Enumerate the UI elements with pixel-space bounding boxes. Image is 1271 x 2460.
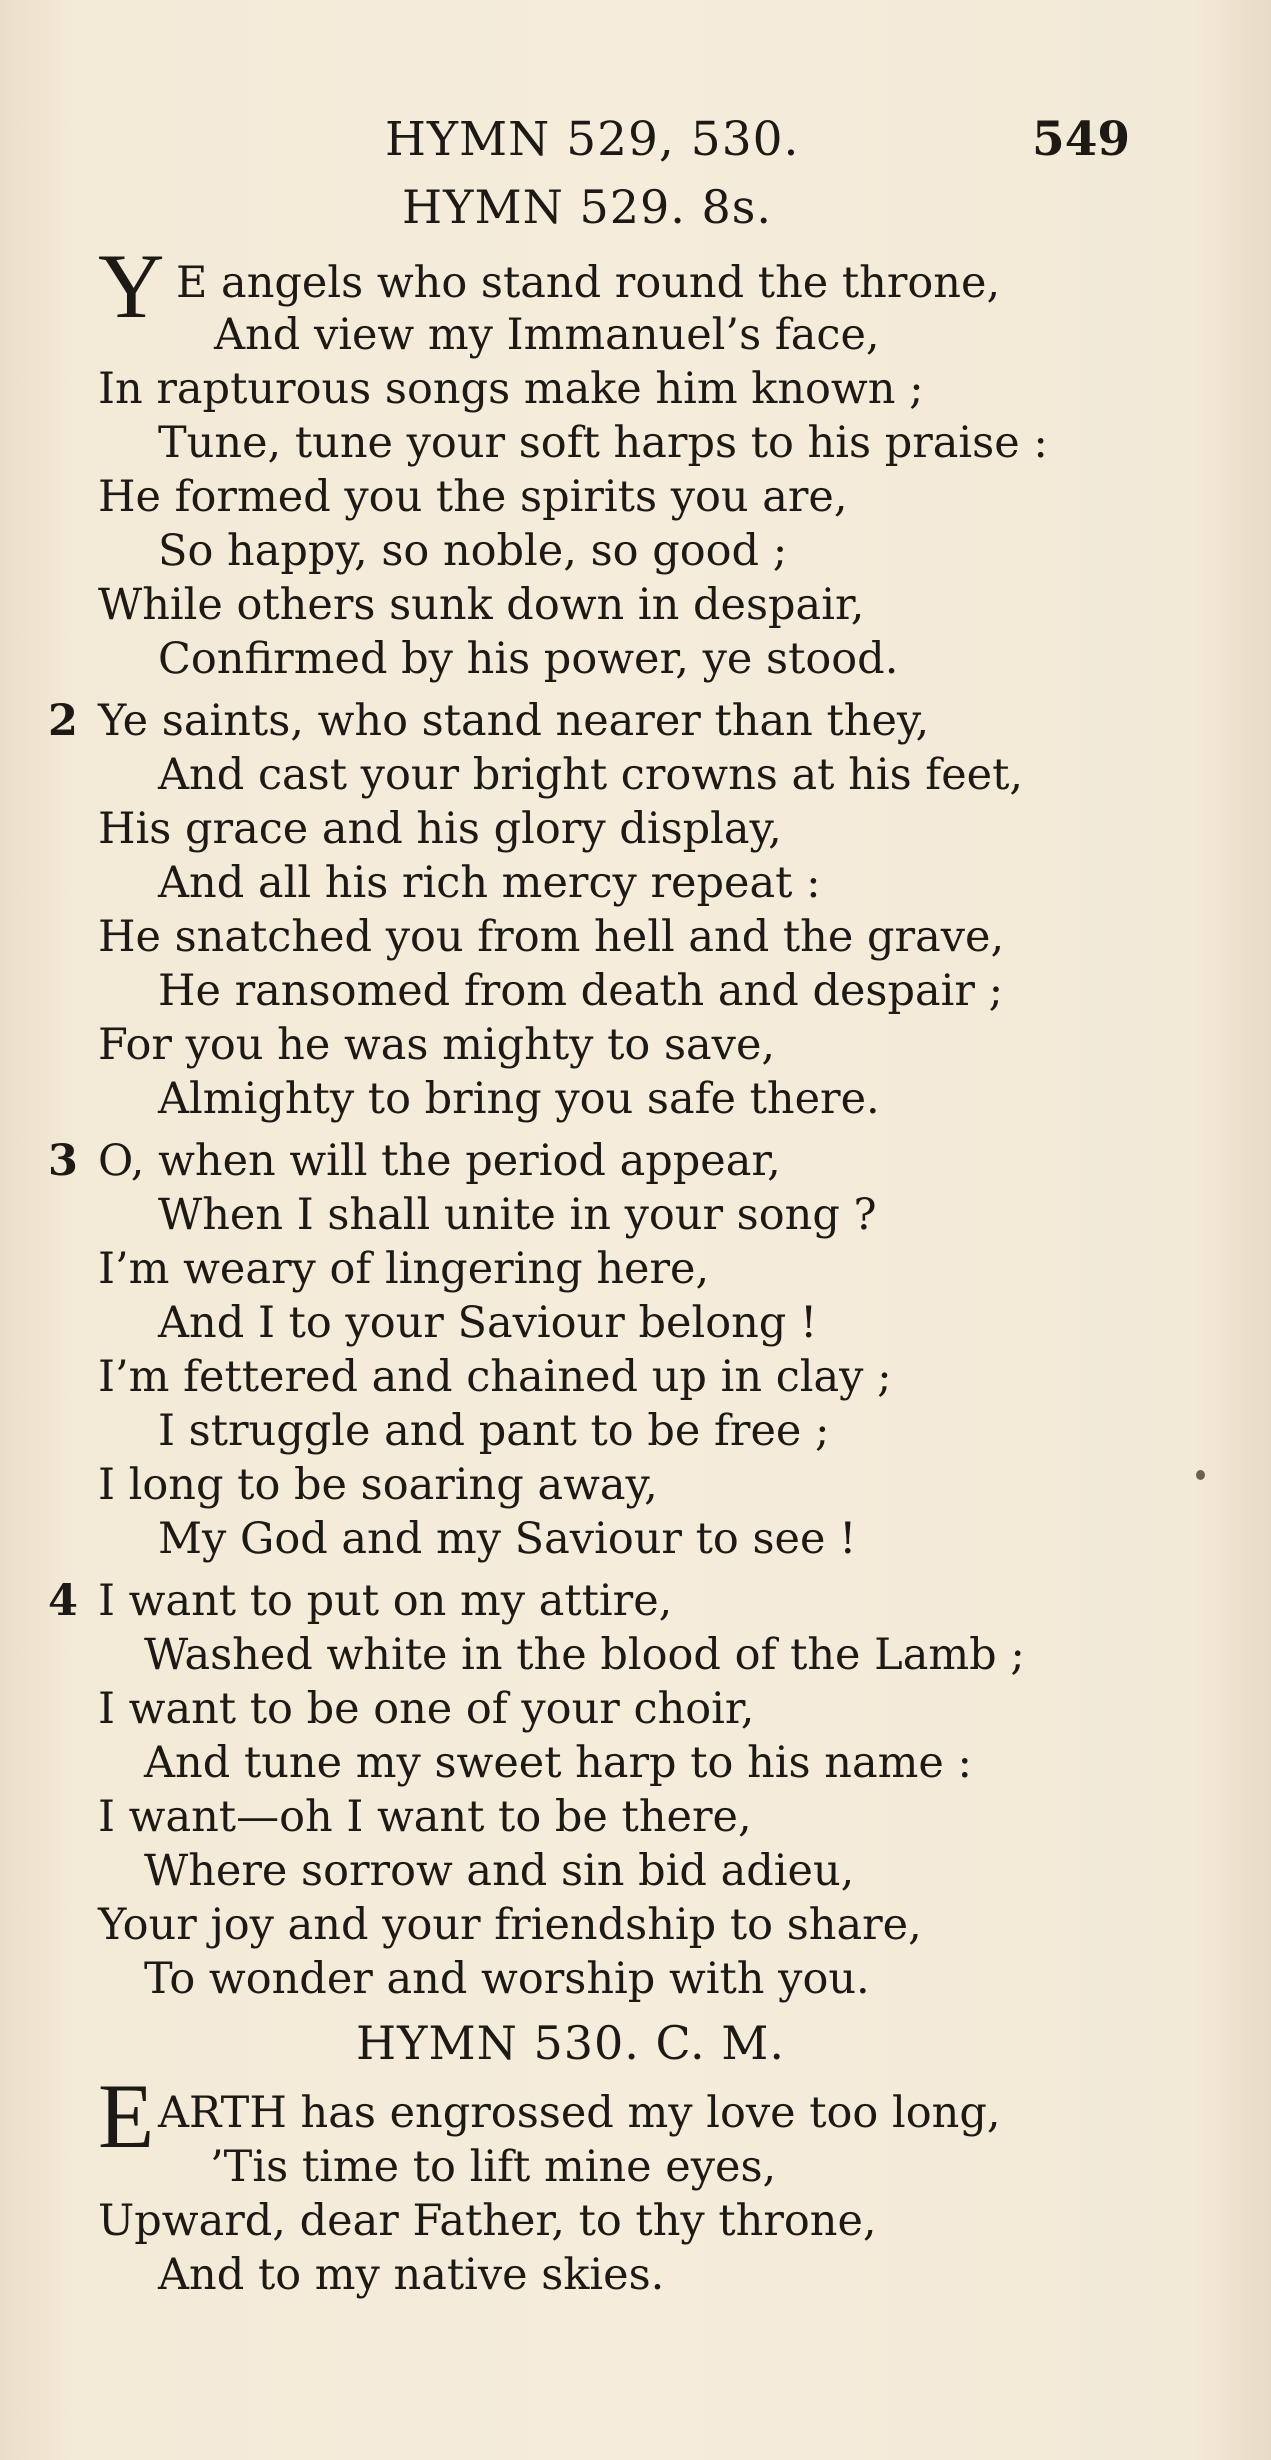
verse-line: In rapturous songs make him known ;: [98, 364, 924, 414]
verse-line: I long to be soaring away,: [98, 1460, 658, 1510]
page-number: 549: [1032, 112, 1131, 167]
stanza-number: 3: [48, 1136, 78, 1186]
verse-line: My God and my Saviour to see !: [158, 1514, 857, 1564]
verse-line: Confirmed by his power, ye stood.: [158, 634, 899, 684]
verse-line: To wonder and worship with you.: [144, 1954, 870, 2004]
verse-line: And I to your Saviour belong !: [158, 1298, 818, 1348]
verse-line: He ransomed from death and despair ;: [158, 966, 1004, 1016]
verse-line: I want to be one of your choir,: [98, 1684, 755, 1734]
verse-line: O, when will the period appear,: [98, 1136, 781, 1186]
stanza-number: 4: [48, 1576, 78, 1626]
hymn-529-drop-cap: Y: [98, 235, 165, 337]
verse-line: Ye saints, who stand nearer than they,: [98, 696, 930, 746]
hymn-529-first-line: E angels who stand round the throne,: [176, 258, 1001, 308]
hymn-530-drop-cap: E: [98, 2065, 155, 2167]
verse-line: I struggle and pant to be free ;: [158, 1406, 830, 1456]
verse-line: ’Tis time to lift mine eyes,: [210, 2142, 777, 2192]
hymn-530-first-line: ARTH has engrossed my love too long,: [158, 2088, 1001, 2138]
verse-line: I’m weary of lingering here,: [98, 1244, 710, 1294]
running-head: HYMN 529, 530.: [385, 112, 800, 167]
verse-line: Washed white in the blood of the Lamb ;: [144, 1630, 1025, 1680]
ink-smudge: [1196, 1470, 1205, 1480]
verse-line: Tune, tune your soft harps to his praise :: [158, 418, 1048, 468]
stanza-number: 2: [48, 696, 78, 746]
verse-line: While others sunk down in despair,: [98, 580, 865, 630]
hymn-530-title: HYMN 530. C. M.: [356, 2016, 786, 2070]
verse-line: And view my Immanuel’s face,: [214, 310, 880, 360]
verse-line: Almighty to bring you safe there.: [158, 1074, 880, 1124]
verse-line: For you he was mighty to save,: [98, 1020, 776, 1070]
verse-line: Where sorrow and sin bid adieu,: [144, 1846, 855, 1896]
hymn-529-title: HYMN 529. 8s.: [402, 180, 772, 234]
verse-line: He formed you the spirits you are,: [98, 472, 848, 522]
verse-line: His grace and his glory display,: [98, 804, 782, 854]
verse-line: And cast your bright crowns at his feet,: [158, 750, 1024, 800]
verse-line: I want to put on my attire,: [98, 1576, 673, 1626]
verse-line: And to my native skies.: [158, 2250, 665, 2300]
verse-line: Upward, dear Father, to thy throne,: [98, 2196, 877, 2246]
verse-line: So happy, so noble, so good ;: [158, 526, 788, 576]
verse-line: And tune my sweet harp to his name :: [144, 1738, 972, 1788]
verse-line: I want—oh I want to be there,: [98, 1792, 752, 1842]
verse-line: And all his rich mercy repeat :: [158, 858, 821, 908]
verse-line: When I shall unite in your song ?: [158, 1190, 877, 1240]
verse-line: He snatched you from hell and the grave,: [98, 912, 1005, 962]
verse-line: Your joy and your friendship to share,: [98, 1900, 922, 1950]
verse-line: I’m fettered and chained up in clay ;: [98, 1352, 892, 1402]
